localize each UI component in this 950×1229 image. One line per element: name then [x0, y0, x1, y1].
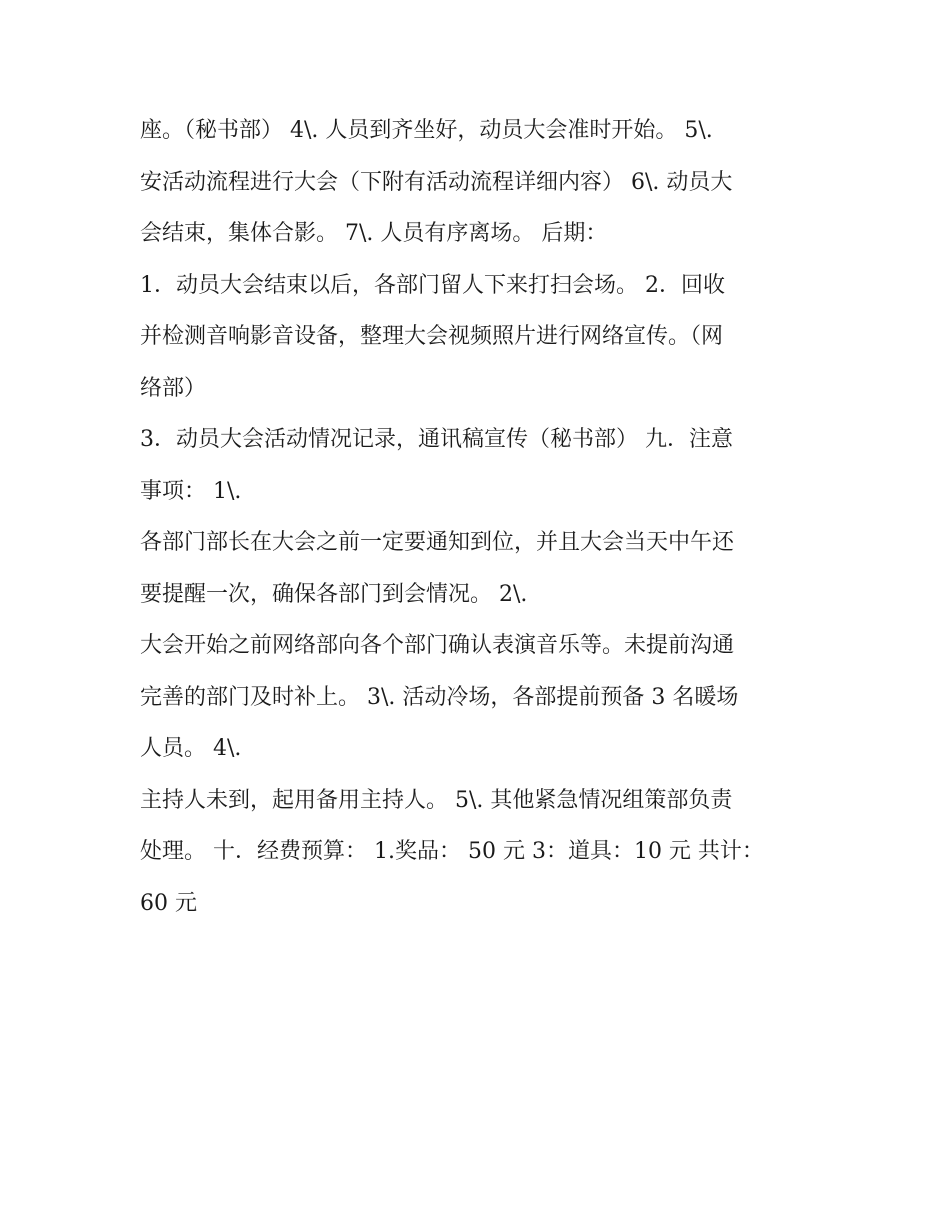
text-line: 处理。 十．经费预算： 1.奖品： 50 元 3：道具：10 元 共计：	[140, 839, 764, 864]
text-line: 1．动员大会结束以后，各部门留人下来打扫会场。 2．回收	[140, 272, 725, 298]
text-line: 要提醒一次，确保各部门到会情况。 2\.	[140, 581, 528, 607]
text-line: 安活动流程进行大会（下附有活动流程详细内容） 6\. 动员大	[140, 169, 733, 195]
text-line: 60 元	[140, 890, 197, 916]
text-line: 络部）	[140, 375, 207, 401]
text-line: 并检测音响影音设备，整理大会视频照片进行网络宣传。（网	[140, 324, 724, 349]
text-line: 事项： 1\.	[140, 478, 242, 504]
text-line: 主持人未到，起用备用主持人。 5\. 其他紧急情况组策部负责	[140, 787, 733, 813]
text-line: 大会开始之前网络部向各个部门确认表演音乐等。未提前沟通	[140, 633, 735, 658]
text-line: 各部门部长在大会之前一定要通知到位，并且大会当天中午还	[140, 530, 735, 555]
text-line: 完善的部门及时补上。 3\. 活动冷场，各部提前预备 3 名暖场	[140, 684, 739, 710]
text-line: 会结束，集体合影。 7\. 人员有序离场。 后期：	[140, 221, 608, 246]
document-body	[140, 108, 820, 932]
text-line: 座。（秘书部） 4\. 人员到齐坐好，动员大会准时开始。 5\.	[140, 118, 713, 143]
text-line: 3．动员大会活动情况记录，通讯稿宣传（秘书部） 九．注意	[140, 427, 733, 452]
text-line: 人员。 4\.	[140, 736, 242, 761]
